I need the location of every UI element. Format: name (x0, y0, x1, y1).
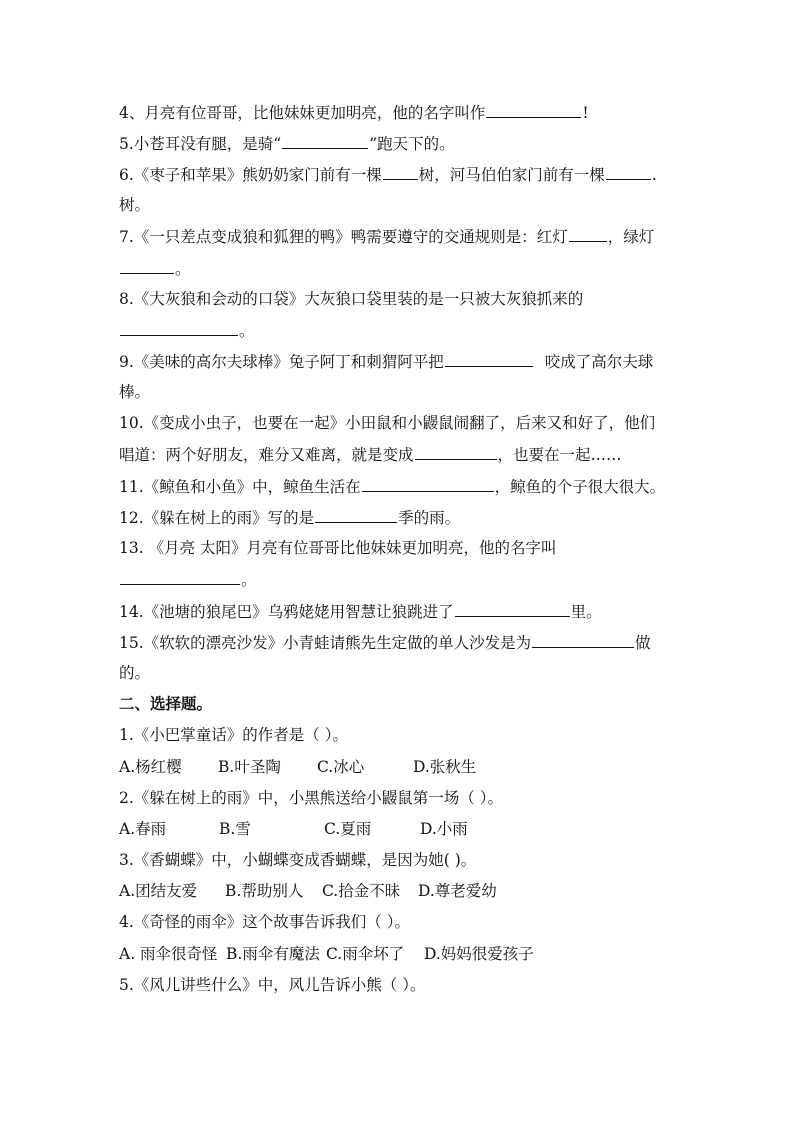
answer-blank[interactable] (415, 444, 497, 460)
answer-blank[interactable] (383, 164, 418, 180)
question-6-cont: 树。 (119, 196, 151, 214)
answer-blank[interactable] (120, 320, 238, 336)
option-d[interactable]: D.张秋生 (413, 758, 477, 776)
choice-question-3: 3.《香蝴蝶》中，小蝴蝶变成香蝴蝶，是因为她( )。 (119, 851, 477, 869)
question-4: 4、月亮有位哥哥，比他妹妹更加明亮，他的名字叫作 ! (119, 104, 589, 122)
choice-options-1 (119, 757, 476, 777)
choice-options-4 (119, 944, 534, 964)
option-d[interactable]: D.尊老爱幼 (418, 882, 497, 900)
question-15: 15.《软软的漂亮沙发》小青蛙请熊先生定做的单人沙发是为 做 (119, 634, 651, 652)
answer-blank[interactable] (606, 164, 651, 180)
option-a[interactable]: A.春雨 (119, 820, 167, 838)
option-c[interactable]: C.夏雨 (324, 820, 372, 838)
option-d[interactable]: D.妈妈很爱孩子 (424, 945, 534, 963)
question-13: 13. 《月亮 太阳》月亮有位哥哥比他妹妹更加明亮，他的名字叫 (119, 539, 557, 557)
option-b[interactable]: B.帮助别人 (225, 882, 304, 900)
question-13-cont: 。 (119, 569, 257, 590)
question-12: 12.《躲在树上的雨》写的是 季的雨。 (119, 509, 461, 527)
option-c[interactable]: C.雨伞坏了 (326, 945, 405, 963)
option-a[interactable]: A. 雨伞很奇怪 (119, 945, 218, 963)
option-b[interactable]: B.雨伞有魔法 (226, 945, 320, 963)
question-8: 8.《大灰狼和会动的口袋》大灰狼口袋里装的是一只被大灰狼抓来的 (119, 290, 584, 308)
question-11: 11.《鲸鱼和小鱼》中，鲸鱼生活在 ，鲸鱼的个子很大很大。 (119, 478, 666, 496)
option-c[interactable]: C.冰心 (317, 758, 365, 776)
answer-blank[interactable] (315, 507, 397, 523)
question-9-cont: 棒。 (119, 383, 151, 401)
question-7: 7.《一只差点变成狼和狐狸的鸭》鸭需要遵守的交通规则是：红灯 ，绿灯 (119, 228, 655, 246)
question-14: 14.《池塘的狼尾巴》乌鸦姥姥用智慧让狼跳进了 里。 (119, 603, 602, 621)
option-c[interactable]: C.拾金不昧 (322, 882, 401, 900)
question-5: 5.小苍耳没有腿，是骑“ ”跑天下的。 (119, 135, 455, 153)
question-9: 9.《美味的高尔夫球棒》兔子阿丁和刺猬阿平把 咬成了高尔夫球 (119, 353, 654, 371)
option-a[interactable]: A.杨红樱 (119, 758, 182, 776)
question-8-cont: 。 (119, 320, 255, 341)
answer-blank[interactable] (445, 351, 533, 367)
choice-question-4: 4.《奇怪的雨伞》这个故事告诉我们（ ）。 (119, 913, 410, 931)
question-15-cont: 的。 (119, 664, 151, 682)
choice-options-2 (119, 819, 468, 839)
answer-blank[interactable] (282, 133, 368, 149)
option-b[interactable]: B.叶圣陶 (218, 758, 281, 776)
choice-question-2: 2.《躲在树上的雨》中，小黑熊送给小鼹鼠第一场（ ）。 (119, 789, 503, 807)
answer-blank[interactable] (120, 258, 174, 274)
question-6: 6.《枣子和苹果》熊奶奶家门前有一棵 树，河马伯伯家门前有一棵 . (119, 166, 657, 184)
question-7-cont: 。 (119, 258, 191, 279)
choice-question-1: 1.《小巴掌童话》的作者是（ ）。 (119, 726, 348, 744)
answer-blank[interactable] (120, 569, 240, 585)
option-a[interactable]: A.团结友爱 (119, 882, 198, 900)
question-10-cont: 唱道：两个好朋友，难分又难离，就是变成 ，也要在一起…… (119, 446, 622, 464)
answer-blank[interactable] (455, 601, 570, 617)
answer-blank[interactable] (532, 632, 634, 648)
answer-blank[interactable] (486, 102, 581, 118)
choice-question-5: 5.《风儿讲些什么》中，风儿告诉小熊（ ）。 (119, 976, 426, 994)
question-10: 10.《变成小虫子，也要在一起》小田鼠和小鼹鼠闹翻了，后来又和好了，他们 (119, 414, 656, 432)
answer-blank[interactable] (362, 476, 494, 492)
answer-blank[interactable] (569, 226, 607, 242)
choice-options-3 (119, 881, 497, 901)
section-title: 二、选择题。 (119, 694, 213, 713)
option-b[interactable]: B.雪 (219, 820, 251, 838)
option-d[interactable]: D.小雨 (420, 820, 468, 838)
